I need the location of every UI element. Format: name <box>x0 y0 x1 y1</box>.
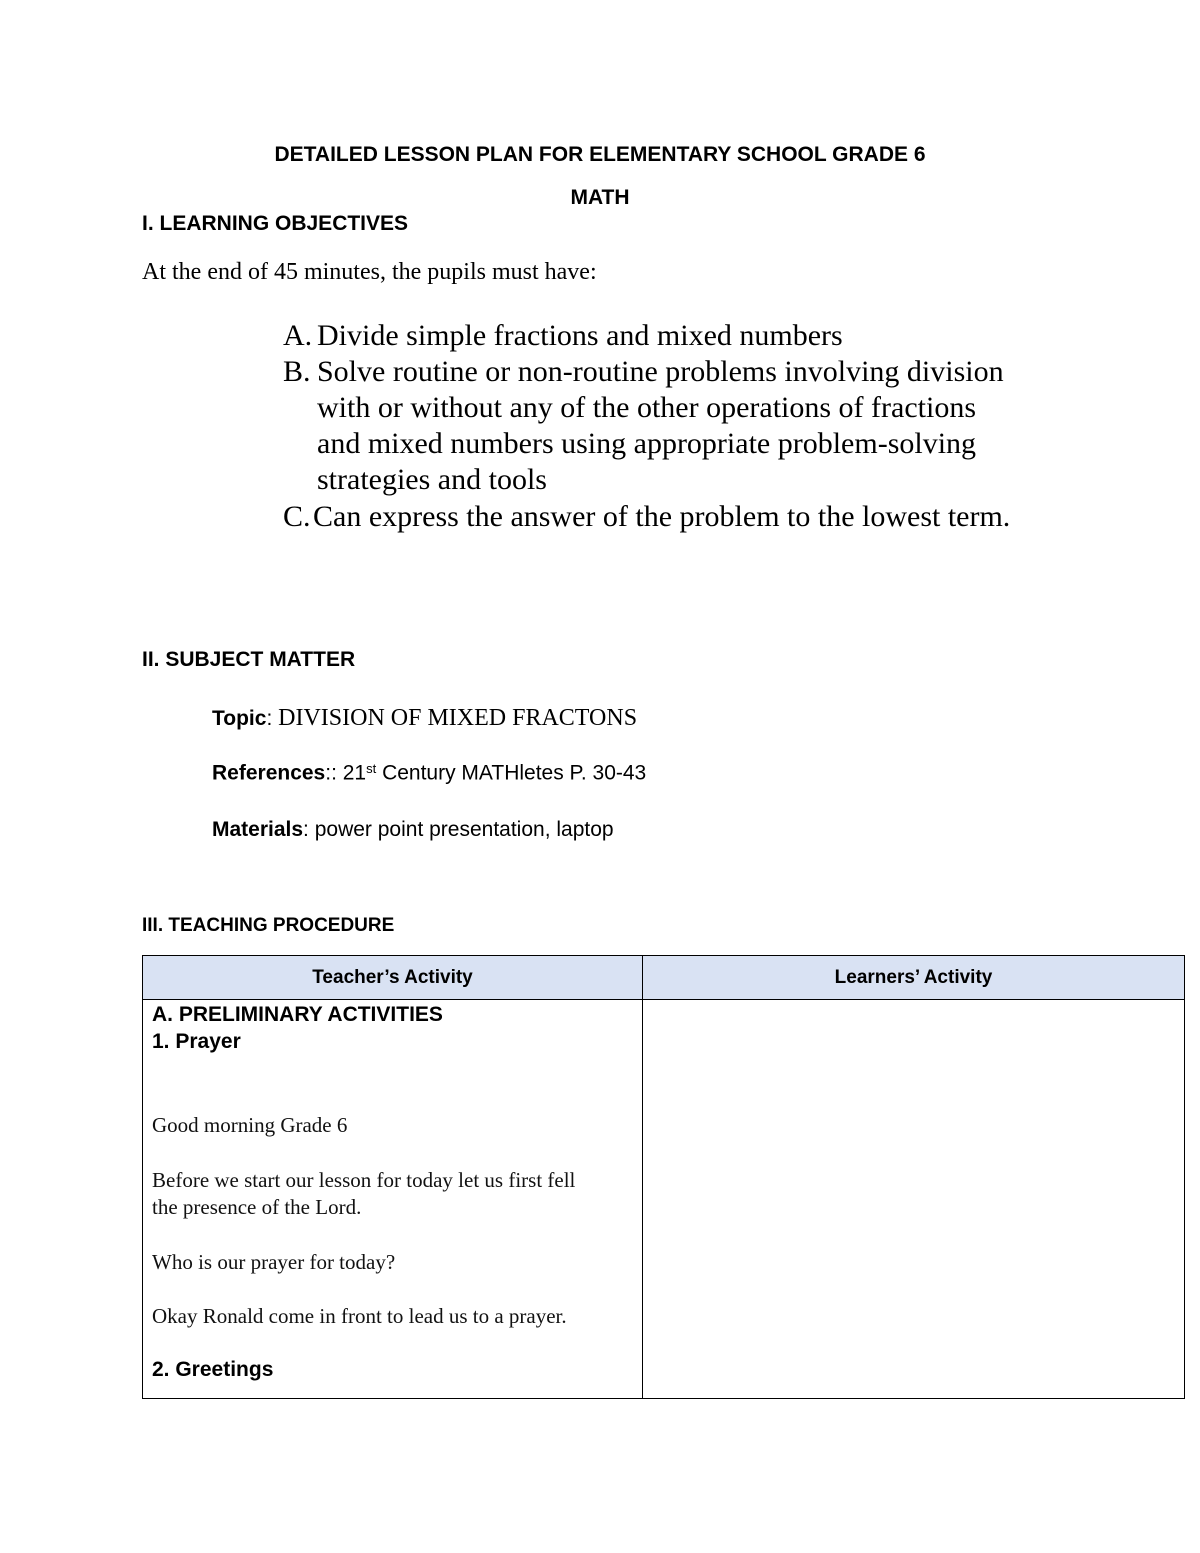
objective-line: Divide simple fractions and mixed numbers <box>317 319 843 352</box>
references-label: References <box>212 761 326 785</box>
references-number: 21 <box>342 761 367 785</box>
table-row <box>143 1000 1185 1399</box>
teacher-line: Okay Ronald come in front to lead us to a prayer. <box>152 1304 567 1328</box>
teacher-line: Before we start our lesson for today let us first fell <box>152 1168 576 1192</box>
teacher-activity-cell <box>143 1000 643 1399</box>
document-title: DETAILED LESSON PLAN FOR ELEMENTARY SCHOOL GRADE 6 <box>274 143 926 166</box>
objective-line: and mixed numbers using appropriate problem-solving <box>317 427 977 460</box>
objective-marker: B. <box>283 355 311 388</box>
objective-line: with or without any of the other operations of fractions <box>317 391 977 424</box>
objective-line: strategies and tools <box>317 463 547 496</box>
preliminary-activities-heading: A. PRELIMINARY ACTIVITIES <box>152 1003 443 1026</box>
topic-label: Topic <box>212 707 267 730</box>
subject-matter-heading: II. SUBJECT MATTER <box>142 648 356 671</box>
procedure-table <box>142 955 1185 1399</box>
topic-field <box>212 705 637 732</box>
prayer-step: 1. Prayer <box>152 1030 241 1053</box>
references-separator: :: <box>325 761 343 785</box>
references-ordinal: st <box>366 761 377 776</box>
objective-line: Solve routine or non-routine problems involving division <box>317 355 1004 388</box>
objective-marker: C. <box>283 500 311 533</box>
learning-objectives-heading: I. LEARNING OBJECTIVES <box>142 212 409 235</box>
materials-label: Materials <box>212 818 304 841</box>
table-header-row <box>143 956 1185 1000</box>
materials-field <box>212 818 614 842</box>
greetings-step: 2. Greetings <box>152 1358 274 1381</box>
references-value: Century MATHletes P. 30-43 <box>376 761 647 785</box>
objective-marker: A. <box>283 319 313 352</box>
topic-value: DIVISION OF MIXED FRACTONS <box>278 705 638 731</box>
materials-value: : power point presentation, laptop <box>303 818 614 841</box>
teacher-line: Good morning Grade 6 <box>152 1113 348 1137</box>
teaching-procedure-heading: III. TEACHING PROCEDURE <box>142 915 395 936</box>
learners-activity-header: Learners’ Activity <box>643 956 1185 1000</box>
teacher-line: the presence of the Lord. <box>152 1195 362 1219</box>
teacher-line: Who is our prayer for today? <box>152 1250 396 1274</box>
objective-line: Can express the answer of the problem to the lowest term. <box>313 500 1011 533</box>
topic-separator: : <box>266 707 279 730</box>
learners-activity-cell <box>643 1000 1185 1399</box>
references-field <box>212 761 646 785</box>
objectives-intro: At the end of 45 minutes, the pupils must have: <box>142 259 597 285</box>
teacher-activity-header: Teacher’s Activity <box>143 956 643 1000</box>
document-subject: MATH <box>570 186 630 209</box>
